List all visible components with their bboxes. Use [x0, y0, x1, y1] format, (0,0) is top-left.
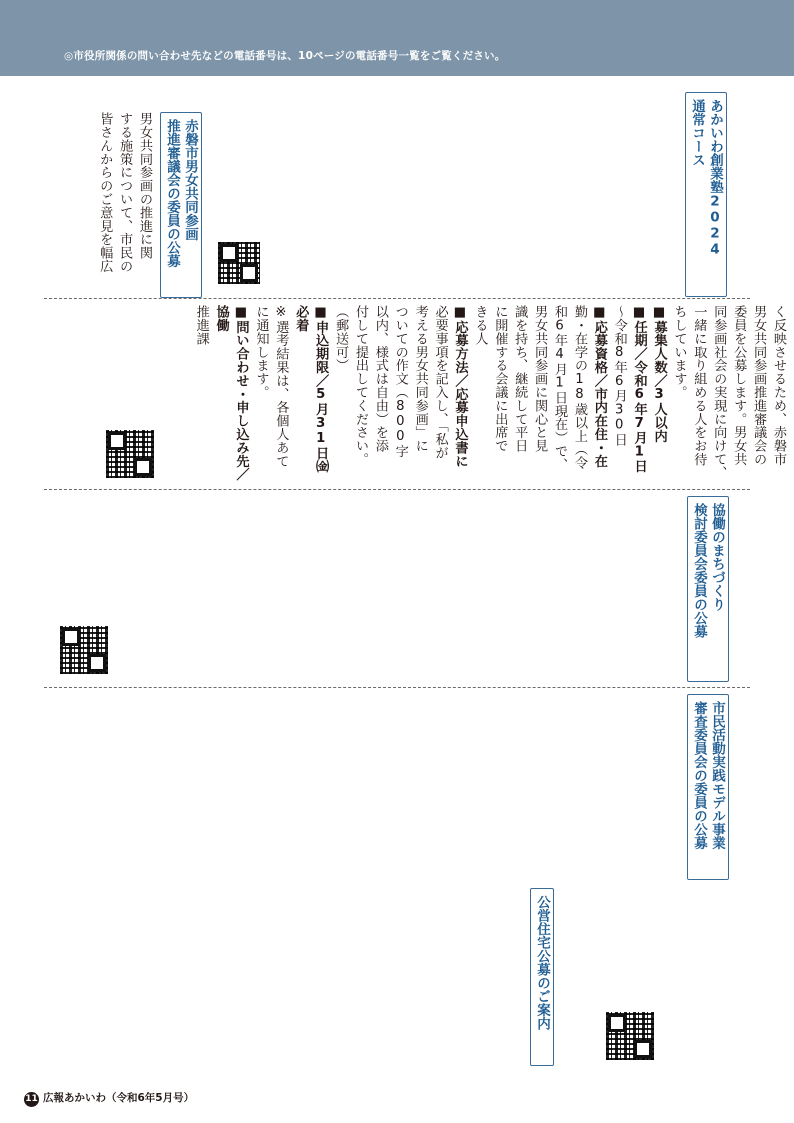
section-title-public-housing: 公営住宅公募のご案内 — [530, 888, 554, 1066]
text-line: 男女共同参画の推進に関 — [137, 112, 152, 260]
text-line: する施策について、市民の — [117, 112, 133, 273]
text-line: く反映させるため、赤磐市 — [771, 305, 786, 466]
text-line: ついての作文（800字 — [392, 305, 408, 458]
text-line: 一緒に取り組める人をお待 — [691, 305, 707, 466]
page-footer — [24, 1090, 194, 1107]
section-title-startup-school: あかいわ創業塾2024 通常コース — [685, 92, 727, 297]
phone-notice: ◎市役所関係の問い合わせ先などの電話番号は、10ページの電話番号一覧をご覧ください。 — [64, 50, 506, 62]
publication-name: 広報あかいわ（令和6年5月号） — [43, 1092, 195, 1104]
text-line: ■任期／令和6年7月1日 — [631, 305, 647, 473]
text-line: （郵送可） — [333, 305, 349, 372]
header-bar — [0, 0, 794, 76]
text-line: ■応募資格／市内在住・在 — [591, 305, 607, 468]
text-line: ■申込期限／5月31日㈮必着 — [293, 305, 329, 473]
text-line: 委員を公募します。男女共 — [731, 305, 747, 466]
text-line: 男女共同参画推進審議会の — [751, 305, 767, 466]
text-line: 勤・在学の18歳以上（令 — [571, 305, 587, 470]
section-public-housing — [58, 888, 524, 1066]
text-line: 必要事項を記入し、「私が — [432, 305, 448, 460]
text-line: に通知します。 — [253, 305, 269, 399]
qr-code — [604, 1010, 656, 1062]
section-title-model-project: 市民活動実践モデル事業 審査委員会の委員の公募 — [687, 694, 729, 880]
text-line: ■問い合わせ・申し込み先／協働 — [213, 305, 249, 481]
text-line: 推進課 — [193, 305, 209, 346]
text-line: ～令和8年6月30日 — [611, 305, 627, 447]
text-line: 和6年4月1日現在）で、 — [552, 305, 568, 472]
text-line: 付して提出してください。 — [352, 305, 368, 466]
section-divider — [44, 687, 750, 688]
qr-code — [104, 428, 156, 480]
text-line: きる人 — [472, 305, 488, 346]
text-line: 考える男女共同参画」に — [412, 305, 428, 453]
text-line: ■募集人数／3人以内 — [651, 305, 667, 443]
qr-code — [58, 624, 110, 676]
text-line: ■応募方法／応募申込書に — [452, 305, 468, 468]
section-divider — [44, 489, 750, 490]
text-line: 以内、様式は自由）を添 — [372, 305, 388, 453]
section-collab-committee — [100, 500, 682, 680]
section-gender-equality-cont — [140, 305, 788, 485]
page-number: 11 — [24, 1092, 39, 1107]
text-line: 同参画社会の実現に向けて、 — [711, 305, 727, 480]
text-line: 識を持ち、継続して平日 — [512, 305, 528, 453]
text-line: 皆さんからのご意見を幅広 — [97, 112, 113, 273]
text-line: 男女共同参画に関心と見 — [532, 305, 548, 453]
qr-code — [216, 240, 262, 286]
text-line: ※選考結果は、各個人あて — [273, 305, 289, 468]
section-title-collab-committee: 協働のまちづくり 検討委員会委員の公募 — [687, 496, 729, 682]
section-startup-school — [270, 120, 676, 292]
text-line: に開催する会議に出席で — [492, 305, 508, 453]
section-title-gender-equality: 赤磐市男女共同参画 推進審議会の委員の公募 — [160, 112, 202, 298]
text-line: ちしています。 — [671, 305, 687, 399]
